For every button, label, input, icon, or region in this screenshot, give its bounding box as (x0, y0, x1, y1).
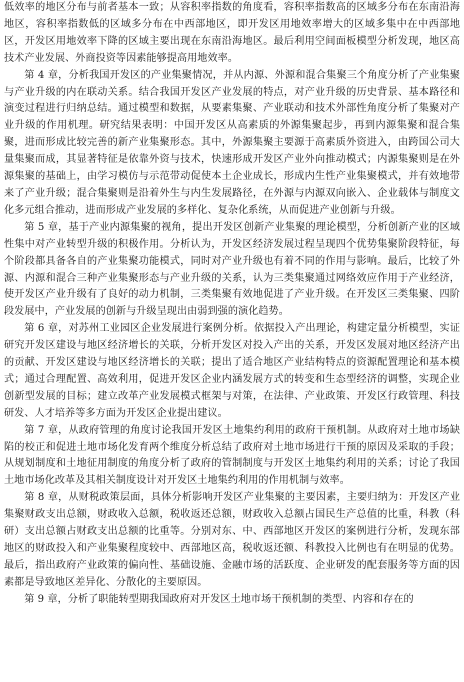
paragraph-chapter-6: 第 6 章，对苏州工业园区企业发展进行案例分析。依据投入产出理论，构建定量分析模型，实证研究开发区建设与地区经济增长的关联，分析开发区对投入产出的关系，开发区发展对地区经济产出的贡献、开发区建设与地区经济增长的关联；提出了适合地区产业结构特点的资源配置理论和基本模式；通过合理配置、高效利用，促进开发区企业内涵发展方式的转变和生态型经济的调整，实现企业创新型发展的目标；建立改革产业发展模式框架与对策，在法律、产业政策、开发区行政管理、科技研发、人才培养等多方面为开发区企业提出建议。 (4, 323, 460, 419)
paragraph-chapter-5: 第 5 章，基于产业内源集聚的视角，提出开发区创新产业集聚的理论模型，分析创新产业的区域性集中对产业转型升级的积极作用。分析认为，开发区经济发展过程呈现四个优势集聚阶段特征，每个阶段都具备各自的产业集聚功能模式，同时对产业升级也有着不同的作用与影响。最后，比较了外源、内源和混合三种产业集聚形态与产业升级的关系，认为三类集聚通过网络效应作用于产业经济，使开发区产业升级有了良好的动力机制，三类集聚有效地促进了产业升级。在开发区三类集聚、四阶段发展中，产业发展的创新与升级呈现出由弱到强的演化趋势。 (4, 221, 460, 318)
paragraph-chapter-8: 第 8 章，从财税政策层面，具体分析影响开发区产业集聚的主要因素，主要归纳为：开发区产业集聚财政支出总额，财政收入总额，税收返还总额，财政收入总额占国民生产总值的比重，科教（科研）支出总额占财政支出总额的比重等。分别对东、中、西部地区开发区的案例进行分析，发现东部地区的财政投入和产业集聚程度较中、西部地区高，税收返还额、科教投入比例也有在明显的优势。最后，指出政府产业政策的偏向性、基础设施、金融市场的活跃度、企业研发的配套服务等方面的因素都是导致地区差异化、分散化的主要原因。 (4, 492, 460, 588)
paragraph-continuation: 低效率的地区分布与前者基本一致；从容积率指数的角度看，容积率指数高的区域多分布在东南沿海地区，容积率指数低的区域多分布在中西部地区，即开发区用地效率增大的区域多集中在中西部地区，开发区用地效率下降的区域主要出现在东南沿海地区。最后利用空间面板模型分析发现，地区高技术产业发展、外商投资等因素能够提高用地效率。 (4, 2, 460, 64)
paragraph-chapter-4: 第 4 章，分析我国开发区的产业集聚情况，并从内源、外源和混合集聚三个角度分析了产业集聚与产业升级的内在联动关系。结合我国开发区产业发展的特点，对产业升级的历史背景、基本路径和演变过程进行归纳总结。通过模型和数据，从要素集聚、产业联动和技术外部性角度分析了集聚对产业升级的作用机理。研究结果表明：中国开发区从高素质的外源集聚起步，再到内源集聚和混合集聚，进而形成比较完善的新产业集聚形态。其中，外源集聚主要源于高素质外资进入，由跨国公司大量集聚而成，其显著特征是依靠外资与技术，快速形成开发区产业外向推动模式；内源集聚则是在外源集聚的基础上，由学习模仿与示范带动促使本土企业成长，形成内生性产业集聚模式，并有效地带来了产业升级；混合集聚则是沿着外生与内生发展路径，在外源与内源双向嵌入、企业载体与制度文化多元组合推动，进而形成产业发展的多样化、复杂化系统，从而促进产业创新与升级。 (4, 69, 460, 216)
paragraph-chapter-9: 第 9 章，分析了职能转型期我国政府对开发区土地市场干预机制的类型、内容和存在的 (24, 593, 414, 605)
paragraph-chapter-7: 第 7 章，从政府管理的角度讨论我国开发区土地集约利用的政府干预机制。从政府对土地市场缺陷的校正和促进土地市场化发育两个维度分析总结了政府对土地市场进行干预的原因及采取的手段；从规划制度和土地征用制度的角度分析了政府的管制制度与开发区土地集约利用的关系；讨论了我国土地市场化改革及其相关制度设计对开发区土地集约利用的作用机制与效率。 (4, 424, 460, 487)
